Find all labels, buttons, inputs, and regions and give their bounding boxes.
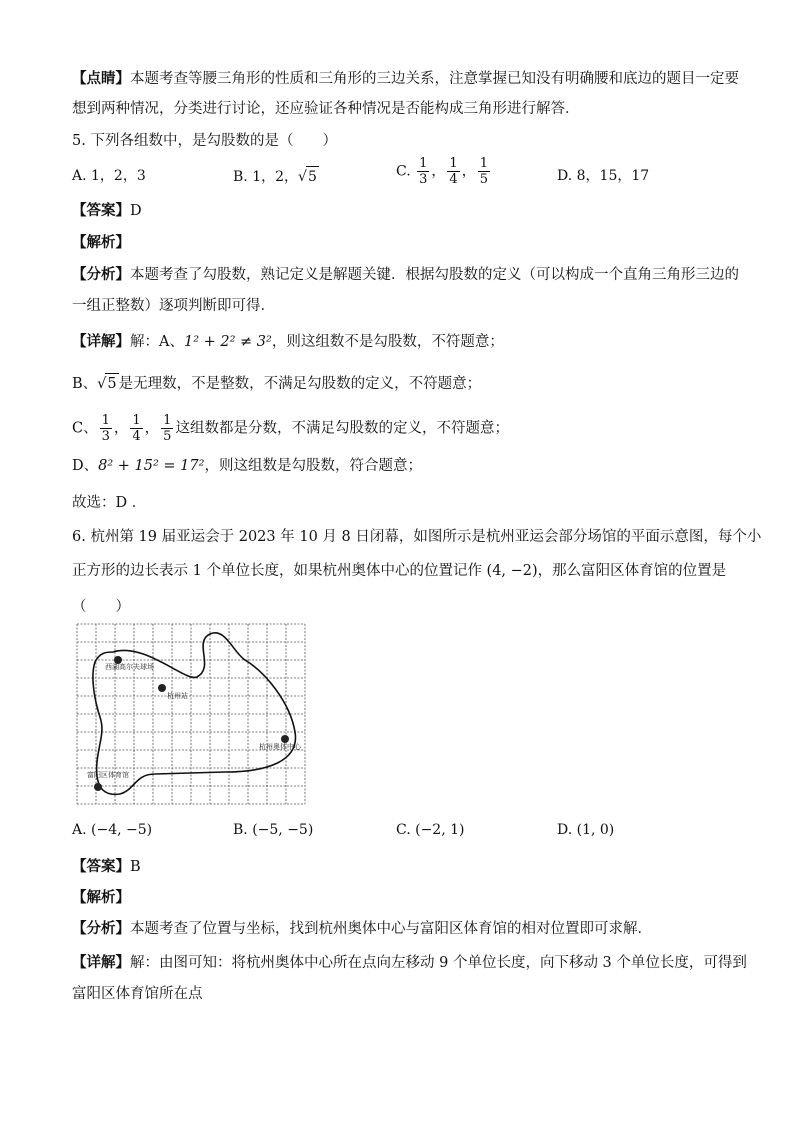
olympic-center-marker xyxy=(281,735,289,743)
q5-option-d: D. 8，15，17 xyxy=(557,168,650,184)
label-hangzhou-station: 杭州站 xyxy=(167,692,188,700)
q5-option-a: A. 1，2，3 xyxy=(72,168,146,184)
q6-stem-line1: 6. 杭州第 19 届亚运会于 2023 年 10 月 8 日闭幕，如图所示是杭州亚运会部分场馆的平面示意图，每个小 xyxy=(72,529,762,545)
q5-conclusion: 故选：D ． xyxy=(72,495,147,511)
q6-option-c: C. (−2, 1) xyxy=(396,822,465,838)
fraction-1-5: $\frac{1}{5}$ xyxy=(479,156,488,187)
dianjing-tag: 【点睛】 xyxy=(72,70,130,87)
q6-fenxi: 【分析】本题考查了位置与坐标，找到杭州奥体中心与富阳区体育馆的相对位置即可求解． xyxy=(72,920,652,937)
q6-answer: 【答案】B xyxy=(72,858,141,875)
q5-stem: 5. 下列各组数中，是勾股数的是（ ） xyxy=(72,133,337,149)
fraction-1-3: $\frac{1}{3}$ xyxy=(419,156,428,187)
q6-stem-line3: （ ） xyxy=(72,599,130,615)
label-west-lake-golf: 西湖高尔夫球场 xyxy=(105,663,154,671)
dianjing-line2: 想到两种情况，分类进行讨论，还应验证各种情况是否能构成三角形进行解答． xyxy=(72,101,580,117)
q5-detail-c: C、 $\frac{1}{3}$ ， $\frac{1}{4}$ ， $\frac{1}{5}$ 这组数都是分数，不满足勾股数的定义，不符题意； xyxy=(72,413,509,444)
venue-map-figure xyxy=(75,622,308,806)
q5-option-c: C. $\frac{1}{3}$ ， $\frac{1}{4}$ ， $\frac{1}{5}$ xyxy=(396,156,488,187)
q5-detail-b: B、√5 是无理数，不是整数，不满足勾股数的定义，不符题意； xyxy=(72,373,481,394)
q5-fenxi-line2: 一组正整数）逐项判断即可得． xyxy=(72,298,275,314)
q5-option-b: B. 1，2，√5 xyxy=(233,166,319,187)
q5-detail-d: D、8² + 15² = 17²，则这组数是勾股数，符合题意； xyxy=(72,458,422,474)
q6-stem-line2: 正方形的边长表示 1 个单位长度，如果杭州奥体中心的位置记作 (4, −2)，那么富阳区体育馆的位置是 xyxy=(72,563,727,579)
fraction-1-4: $\frac{1}{4}$ xyxy=(449,156,458,187)
hangzhou-station-marker xyxy=(158,684,166,692)
q6-jiexi-tag: 【解析】 xyxy=(72,889,130,906)
q6-detail-line1: 【详解】解：由图可知：将杭州奥体中心所在点向左移动 9 个单位长度，向下移动 3 个单位长度，可得到 xyxy=(72,954,747,971)
q6-option-b: B. (−5, −5) xyxy=(233,822,314,838)
label-olympic-center: 杭州奥体中心 xyxy=(259,743,301,751)
label-fuyang-gym: 富阳区体育馆 xyxy=(87,771,129,779)
q5-detail-a: 【详解】解：A、1² + 2² ≠ 3²，则这组数不是勾股数，不符题意； xyxy=(72,333,504,350)
q6-option-d: D. (1, 0) xyxy=(557,822,615,838)
dianjing-line1: 【点睛】本题考查等腰三角形的性质和三角形的三边关系，注意掌握已知没有明确腰和底边的题目一定要 xyxy=(72,70,739,87)
q5-jiexi-tag: 【解析】 xyxy=(72,234,130,251)
q5-fenxi-line1: 【分析】本题考查了勾股数，熟记定义是解题关键．根据勾股数的定义（可以构成一个直角三角形三边的 xyxy=(72,266,739,283)
q6-option-a: A. (−4, −5) xyxy=(72,822,153,838)
q6-detail-line2: 富阳区体育馆所在点 xyxy=(72,986,203,1002)
fuyang-gym-marker xyxy=(94,783,102,791)
q5-answer: 【答案】D xyxy=(72,202,142,219)
